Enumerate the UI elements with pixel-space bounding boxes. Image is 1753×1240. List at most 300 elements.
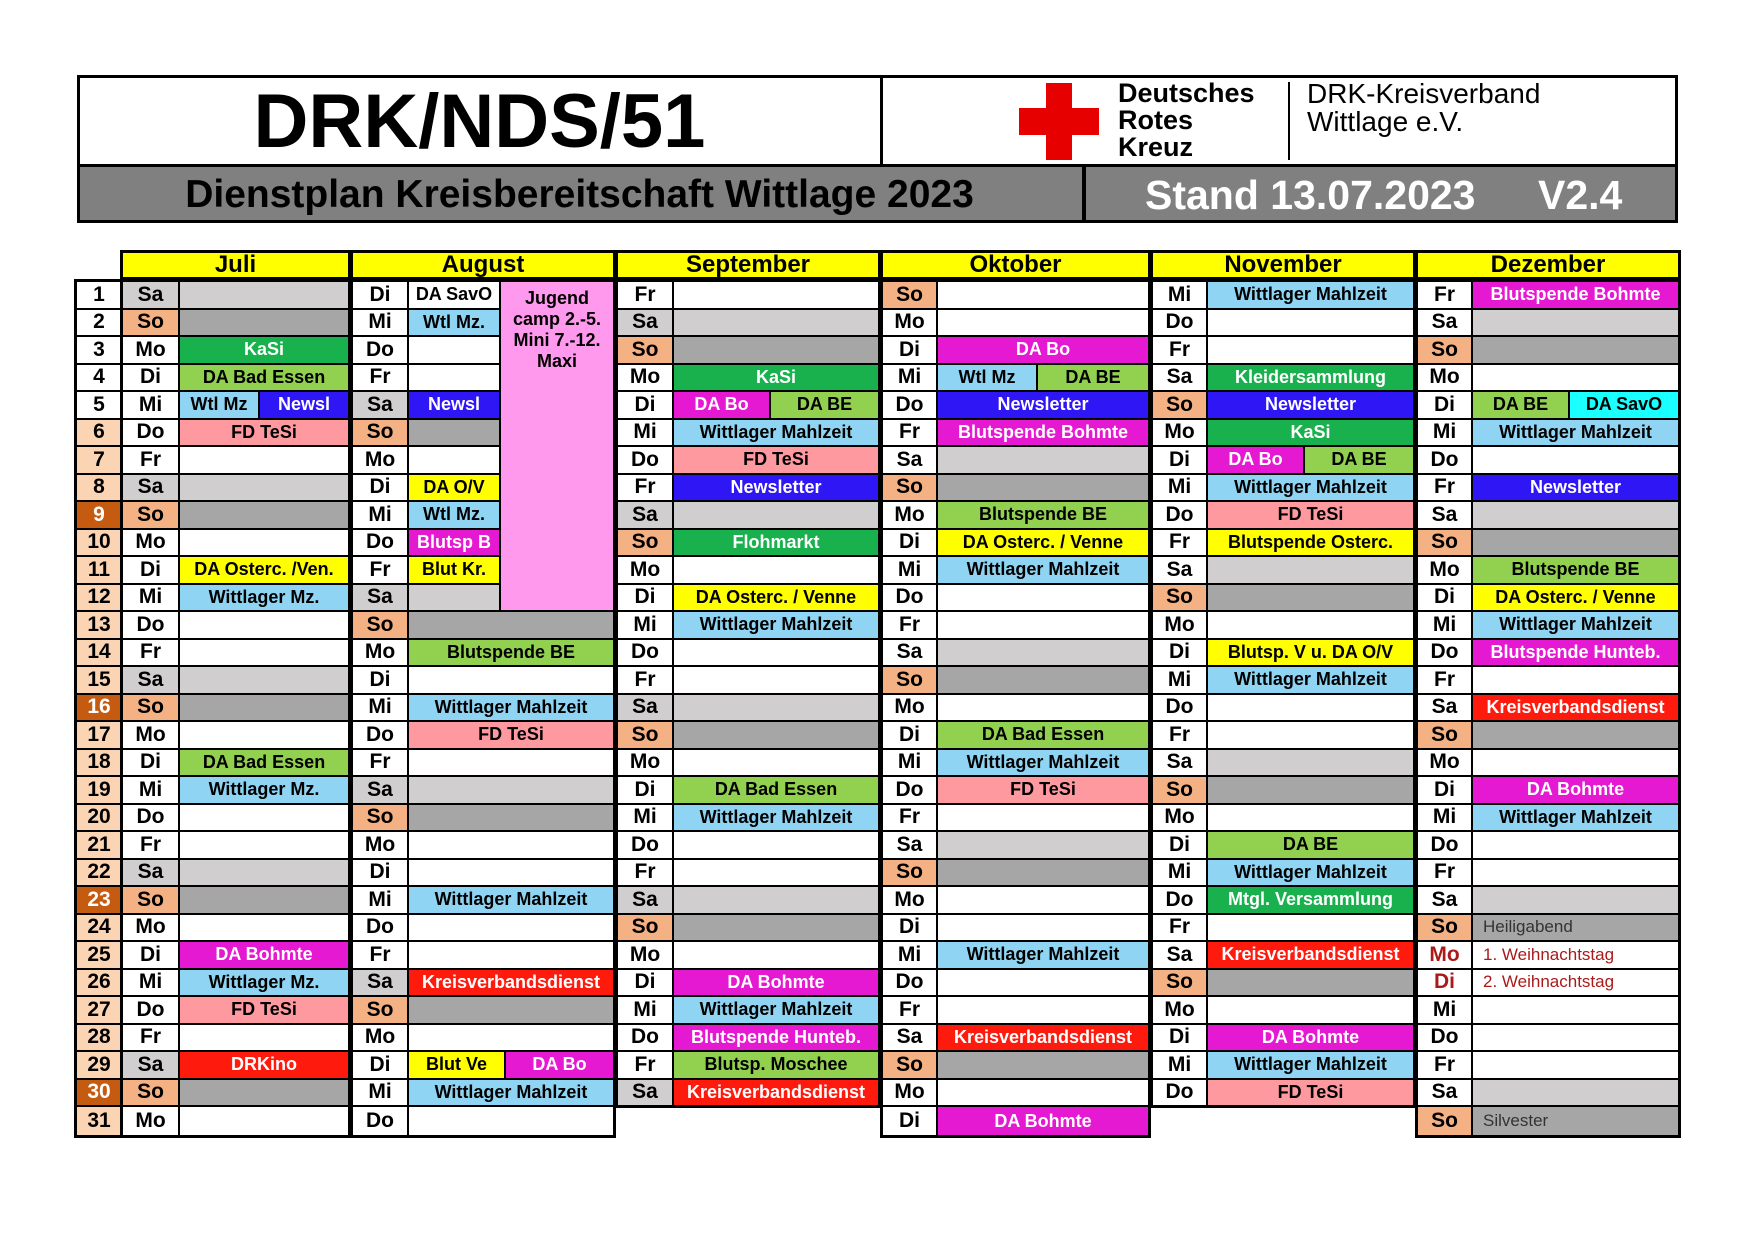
weekday-cell: So [1417,721,1472,749]
weekday-cell: Fr [617,666,673,694]
weekday-cell: Mi [352,501,408,529]
day-number: 20 [76,804,122,832]
event-cell-empty [179,529,349,557]
weekday-cell: Mi [352,1079,408,1107]
weekday-cell: Sa [617,886,673,914]
day-number: 4 [76,364,122,392]
weekday-cell: Do [122,611,179,639]
weekday-cell: Fr [1417,666,1472,694]
event-cell: DA Bohmte [937,1106,1149,1136]
day-number: 3 [76,336,122,364]
event-cell-empty [1207,804,1414,832]
event-cell-empty [1472,721,1679,749]
weekday-cell: Do [882,776,937,804]
weekday-cell: Mi [1417,996,1472,1024]
day-number: 26 [76,969,122,997]
weekday-cell: Do [617,446,673,474]
weekday-cell: Sa [1417,309,1472,337]
weekday-cell: Di [122,749,179,777]
weekday-cell: Sa [1152,749,1207,777]
weekday-cell: So [1417,336,1472,364]
day-number: 30 [76,1079,122,1107]
weekday-cell: Fr [352,941,408,969]
weekday-cell: Fr [1152,914,1207,942]
weekday-cell: Sa [882,639,937,667]
event-cell-empty [937,1079,1149,1107]
day-number: 18 [76,749,122,777]
event-cell-empty [1472,996,1679,1024]
event-cell: DA BE [1472,391,1569,419]
drk-wordmark [1118,80,1255,161]
event-cell: Wittlager Mahlzeit [408,694,614,722]
weekday-cell: Mo [882,501,937,529]
event-cell: Blut Kr. [408,556,500,584]
event-cell: Kreisverbandsdienst [673,1079,879,1107]
weekday-cell: Do [122,419,179,447]
weekday-cell: Mi [1152,666,1207,694]
weekday-cell: Mo [1152,804,1207,832]
weekday-cell: So [617,914,673,942]
weekday-cell: Do [352,914,408,942]
event-cell-empty [179,721,349,749]
weekday-cell: So [122,694,179,722]
event-cell: Wittlager Mahlzeit [1207,666,1414,694]
event-cell: Blutsp B [408,529,500,557]
weekday-cell: Mo [882,886,937,914]
event-cell-empty [937,859,1149,887]
weekday-cell: Di [1417,969,1472,997]
weekday-cell: Sa [1417,501,1472,529]
event-cell-empty [673,694,879,722]
event-cell-empty [673,886,879,914]
event-cell-empty [673,721,879,749]
weekday-cell: So [617,529,673,557]
weekday-cell: So [882,859,937,887]
event-cell: DA BE [1304,446,1414,474]
wordmark-line-3: Kreuz [1118,132,1194,162]
event-cell-empty [937,309,1149,337]
event-cell: Wittlager Mahlzeit [937,941,1149,969]
event-cell: DA SavO [1569,391,1679,419]
weekday-cell: Do [352,721,408,749]
event-cell: Wittlager Mahlzeit [937,749,1149,777]
weekday-cell: Mo [617,941,673,969]
event-cell-empty [937,474,1149,502]
weekday-cell: Di [1152,1024,1207,1052]
event-cell: Wittlager Mahlzeit [673,419,879,447]
event-cell-empty [408,336,500,364]
event-cell-empty [408,611,614,639]
weekday-cell: Do [1417,1024,1472,1052]
event-cell: Wtl Mz [937,364,1037,392]
event-cell: Newsletter [937,391,1149,419]
event-cell: DA Bo [937,336,1149,364]
event-cell: DA Bo [673,391,770,419]
weekday-cell: Sa [122,666,179,694]
weekday-cell: So [1417,914,1472,942]
event-cell: DA Bad Essen [937,721,1149,749]
day-number: 28 [76,1024,122,1052]
wordmark-line-1: Deutsches [1118,78,1255,108]
weekday-cell: Fr [882,419,937,447]
weekday-cell: Sa [882,831,937,859]
event-cell-empty [179,666,349,694]
event-cell: Wittlager Mz. [179,584,349,612]
event-cell-empty [937,611,1149,639]
weekday-cell: So [1417,1106,1472,1136]
event-cell: Blutspende Bohmte [1472,281,1679,309]
event-cell: Newsletter [1472,474,1679,502]
weekday-cell: Di [1417,584,1472,612]
event-cell-empty [1207,336,1414,364]
weekday-cell: Mo [882,1079,937,1107]
event-cell-empty [1472,666,1679,694]
weekday-cell: Sa [1152,556,1207,584]
event-cell: Kreisverbandsdienst [408,969,614,997]
weekday-cell: Sa [122,1051,179,1079]
event-cell-empty [1472,336,1679,364]
event-cell: Blutspende Hunteb. [1472,639,1679,667]
day-number: 24 [76,914,122,942]
event-cell: DA BE [1037,364,1149,392]
event-cell: Newsletter [1207,391,1414,419]
event-cell-empty [1472,1051,1679,1079]
event-cell-empty [673,914,879,942]
weekday-cell: So [1152,776,1207,804]
weekday-cell: Mi [617,419,673,447]
event-cell-empty [673,749,879,777]
kreisverband-line-1: DRK-Kreisverband [1307,78,1541,109]
event-cell-empty [179,639,349,667]
kreisverband-line-2: Wittlage e.V. [1307,106,1464,137]
event-cell-empty [1472,529,1679,557]
event-cell-empty [673,639,879,667]
weekday-cell: Di [352,859,408,887]
event-cell-empty [408,941,614,969]
kreisverband-name [1307,80,1540,136]
weekday-cell: Sa [352,584,408,612]
event-cell: Wittlager Mahlzeit [673,996,879,1024]
plan-subtitle: Dienstplan Kreisbereitschaft Wittlage 2023 [185,173,974,216]
weekday-cell: Di [882,529,937,557]
page-title: DRK/NDS/51 [253,78,706,164]
weekday-cell: Do [617,1024,673,1052]
weekday-cell: Do [882,584,937,612]
event-cell-empty [408,859,614,887]
weekday-cell: Mo [122,914,179,942]
event-cell-empty [937,281,1149,309]
weekday-cell: Do [122,996,179,1024]
event-cell-empty [1472,501,1679,529]
event-cell: Wittlager Mz. [179,776,349,804]
weekday-cell: Di [1417,776,1472,804]
event-cell-empty [179,611,349,639]
weekday-cell: Di [1152,831,1207,859]
day-number: 23 [76,886,122,914]
event-cell: KaSi [673,364,879,392]
event-cell: Wtl Mz [179,391,259,419]
event-cell-empty [179,474,349,502]
event-cell-empty [1472,446,1679,474]
event-cell-empty [179,281,349,309]
event-cell-empty [179,831,349,859]
weekday-cell: Di [882,721,937,749]
event-cell-empty [1472,749,1679,777]
event-cell-empty [179,886,349,914]
month-header: September [615,250,881,280]
weekday-cell: Mi [617,996,673,1024]
event-cell-empty [937,584,1149,612]
weekday-cell: Fr [1417,281,1472,309]
event-cell: DA Bohmte [673,969,879,997]
weekday-cell: Sa [122,859,179,887]
weekday-cell: Sa [1152,941,1207,969]
event-cell: Blutspende Hunteb. [673,1024,879,1052]
day-number: 19 [76,776,122,804]
event-cell: Kreisverbandsdienst [937,1024,1149,1052]
weekday-cell: Fr [122,831,179,859]
event-cell: 1. Weihnachtstag [1472,941,1679,969]
weekday-cell: Mo [882,694,937,722]
event-cell-empty [673,309,879,337]
event-cell-empty [673,941,879,969]
weekday-cell: Fr [352,364,408,392]
event-cell-empty [1207,914,1414,942]
event-cell: Wtl Mz. [408,501,500,529]
event-cell: Heiligabend [1472,914,1679,942]
weekday-cell: Di [1417,391,1472,419]
weekday-cell: Mi [1417,419,1472,447]
event-cell: Newsletter [673,474,879,502]
event-cell: FD TeSi [179,996,349,1024]
weekday-cell: Mi [617,804,673,832]
weekday-cell: So [882,1051,937,1079]
event-cell-empty [408,446,500,474]
event-cell-empty [408,364,500,392]
event-cell-empty [1472,309,1679,337]
event-cell: DA Bad Essen [673,776,879,804]
day-number: 17 [76,721,122,749]
event-cell: Blutspende BE [937,501,1149,529]
event-cell-empty [673,336,879,364]
event-cell-empty [937,804,1149,832]
event-cell-empty [937,639,1149,667]
weekday-cell: Di [352,1051,408,1079]
day-number: 16 [76,694,122,722]
wordmark-line-2: Rotes [1118,105,1194,135]
weekday-cell: Mo [882,309,937,337]
event-cell-empty [1472,364,1679,392]
month-header: November [1150,250,1416,280]
event-cell: DA Bohmte [1207,1024,1414,1052]
weekday-cell: Di [352,666,408,694]
day-number: 21 [76,831,122,859]
weekday-cell: Mo [122,336,179,364]
weekday-cell: Mo [1152,611,1207,639]
month-header: Juli [120,250,351,280]
event-cell-empty [179,1079,349,1107]
weekday-cell: So [352,996,408,1024]
event-cell: KaSi [1207,419,1414,447]
event-cell-empty [408,666,614,694]
event-cell: Kreisverbandsdienst [1207,941,1414,969]
weekday-cell: Sa [617,1079,673,1107]
event-cell-empty [179,804,349,832]
event-cell-empty [673,281,879,309]
month-header: Dezember [1415,250,1681,280]
weekday-cell: Mi [1152,1051,1207,1079]
weekday-cell: Do [1417,831,1472,859]
version-label: V2.4 [1538,171,1623,218]
event-cell: DA Bohmte [1472,776,1679,804]
day-number: 14 [76,639,122,667]
weekday-cell: Do [882,969,937,997]
weekday-cell: Do [352,1106,408,1136]
event-cell-empty [937,694,1149,722]
event-cell: Wittlager Mahlzeit [1472,611,1679,639]
event-cell-empty [937,446,1149,474]
weekday-cell: Fr [1152,721,1207,749]
header-divider [880,75,883,167]
weekday-cell: So [617,721,673,749]
event-cell-empty [673,831,879,859]
event-cell: DA Bo [1207,446,1304,474]
jugendcamp-block: Jugend camp 2.-5. Mini 7.-12. Maxi [500,281,614,611]
weekday-cell: Mi [617,611,673,639]
event-cell: Wittlager Mahlzeit [1207,474,1414,502]
day-number: 22 [76,859,122,887]
weekday-cell: Di [1152,446,1207,474]
weekday-cell: Sa [882,446,937,474]
event-cell: Wittlager Mahlzeit [937,556,1149,584]
weekday-cell: Mo [617,364,673,392]
weekday-cell: Mo [122,1106,179,1136]
event-cell-empty [408,831,614,859]
day-number: 6 [76,419,122,447]
event-cell-empty [179,446,349,474]
event-cell: DA BE [1207,831,1414,859]
weekday-cell: Mi [122,584,179,612]
event-cell: Wittlager Mahlzeit [1207,1051,1414,1079]
event-cell-empty [408,1106,614,1136]
day-number: 7 [76,446,122,474]
event-cell: DA Bad Essen [179,749,349,777]
weekday-cell: So [617,336,673,364]
day-number: 1 [76,281,122,309]
event-cell: 2. Weihnachtstag [1472,969,1679,997]
weekday-cell: Do [1152,309,1207,337]
weekday-cell: Mi [1417,611,1472,639]
weekday-cell: Do [617,639,673,667]
weekday-cell: So [352,611,408,639]
event-cell: DA Bad Essen [179,364,349,392]
weekday-cell: Mi [1417,804,1472,832]
day-number: 13 [76,611,122,639]
event-cell-empty [1472,886,1679,914]
weekday-cell: So [352,804,408,832]
day-number: 10 [76,529,122,557]
event-cell-empty [179,914,349,942]
event-cell: Kreisverbandsdienst [1472,694,1679,722]
event-cell: Wittlager Mahlzeit [1207,281,1414,309]
weekday-cell: Di [352,281,408,309]
weekday-cell: Fr [1417,859,1472,887]
weekday-cell: Fr [617,281,673,309]
weekday-cell: Do [352,529,408,557]
weekday-cell: Sa [1417,1079,1472,1107]
day-number: 12 [76,584,122,612]
weekday-cell: Fr [122,1024,179,1052]
weekday-cell: Do [352,336,408,364]
weekday-cell: Mo [352,446,408,474]
event-cell: DRKino [179,1051,349,1079]
event-cell-empty [179,1106,349,1136]
event-cell: Wittlager Mahlzeit [1207,859,1414,887]
weekday-cell: Sa [122,474,179,502]
weekday-cell: Fr [882,804,937,832]
event-cell-empty [408,804,614,832]
weekday-cell: Fr [122,446,179,474]
event-cell-empty [937,831,1149,859]
event-cell-empty [1207,996,1414,1024]
weekday-cell: So [1417,529,1472,557]
day-number: 31 [76,1106,122,1136]
weekday-cell: Sa [617,309,673,337]
event-cell: DA Osterc. /Ven. [179,556,349,584]
weekday-cell: Sa [352,776,408,804]
weekday-cell: Mo [352,831,408,859]
day-number: 2 [76,309,122,337]
month-header: Oktober [880,250,1151,280]
event-cell: Wittlager Mahlzeit [408,886,614,914]
event-cell-empty [179,859,349,887]
weekday-cell: Di [352,474,408,502]
weekday-cell: So [882,281,937,309]
event-cell: Blutspende BE [408,639,614,667]
event-cell-empty [1207,969,1414,997]
event-cell-empty [179,501,349,529]
weekday-cell: Fr [882,996,937,1024]
event-cell-empty [408,584,500,612]
weekday-cell: Mi [352,309,408,337]
weekday-cell: Mo [1417,749,1472,777]
logo-separator [1288,82,1290,160]
weekday-cell: Mo [1152,419,1207,447]
event-cell: FD TeSi [1207,1079,1414,1107]
event-cell: KaSi [179,336,349,364]
weekday-cell: Fr [1417,1051,1472,1079]
weekday-cell: Di [122,556,179,584]
subtitle-divider [1082,167,1086,223]
event-cell: Blutspende Bohmte [937,419,1149,447]
event-cell-empty [673,556,879,584]
event-cell: Wittlager Mahlzeit [1472,804,1679,832]
event-cell-empty [1207,611,1414,639]
weekday-cell: Mo [352,639,408,667]
day-number: 29 [76,1051,122,1079]
event-cell: Newsl [408,391,500,419]
weekday-cell: Sa [352,969,408,997]
event-cell-empty [408,749,614,777]
event-cell: Newsl [259,391,349,419]
weekday-cell: Mi [122,391,179,419]
event-cell: DA Osterc. / Venne [937,529,1149,557]
event-cell: FD TeSi [937,776,1149,804]
weekday-cell: So [1152,391,1207,419]
event-cell: FD TeSi [673,446,879,474]
event-cell: Blut Ve [408,1051,505,1079]
weekday-cell: Do [617,831,673,859]
